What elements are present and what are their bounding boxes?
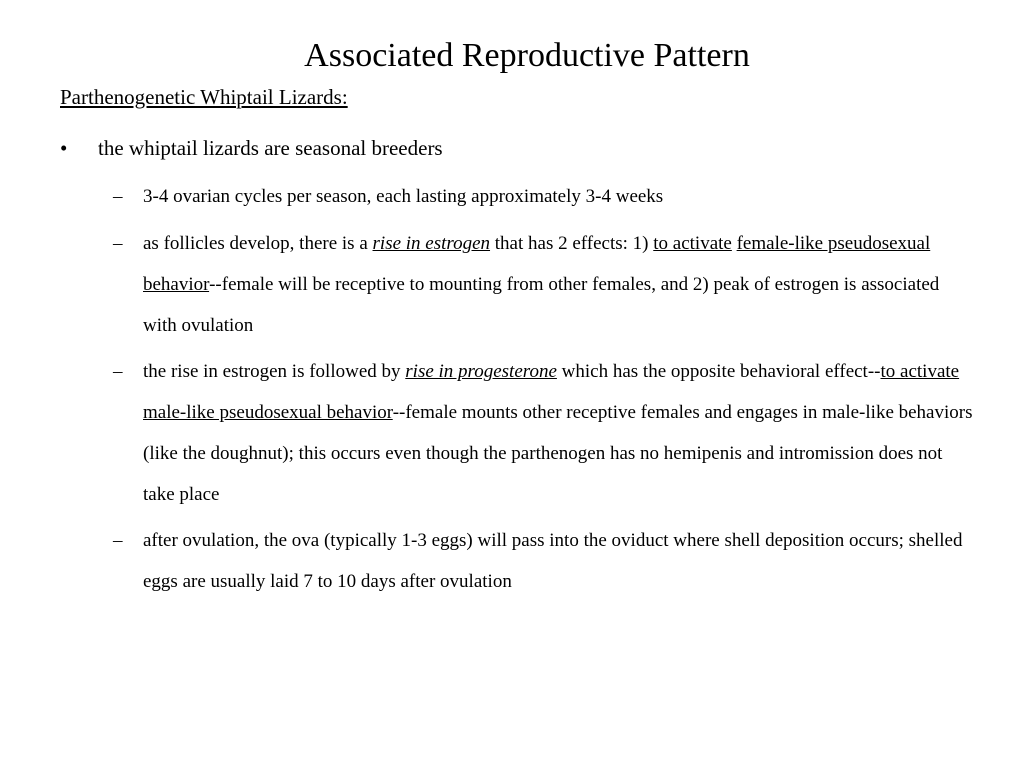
sub-item-estrogen xyxy=(113,223,973,346)
sub-item-text xyxy=(143,351,973,515)
underline-male-like-behavior: to activate male-like pseudosexual behavior xyxy=(143,361,960,423)
underline-female-like-behavior: female-like pseudosexual behavior xyxy=(143,233,931,295)
sub-text-run: as follicles develop, there is a xyxy=(143,233,373,254)
emphasis-rise-in-progesterone: rise in progesterone xyxy=(405,361,557,382)
sub-text-run: which has the opposite behavioral effect-- xyxy=(556,361,881,382)
sub-item-dash: – xyxy=(113,233,123,254)
sub-item-text xyxy=(143,223,973,346)
sub-item-ovarian-cycles xyxy=(113,176,973,217)
bullet-marker: • xyxy=(60,136,68,160)
sub-text-run: --female will be receptive to mounting from other females, and 2) peak of estrogen is associated with ovulation xyxy=(143,274,940,336)
sub-item-text: after ovulation, the ova (typically 1-3 eggs) will pass into the oviduct where shell deposition occurs; shelled eggs are usually laid 7 to 10 days after ovulation xyxy=(143,530,963,592)
slide-title: Associated Reproductive Pattern xyxy=(304,37,750,74)
sub-item-dash: – xyxy=(113,361,123,382)
emphasis-rise-in-estrogen: rise in estrogen xyxy=(372,233,491,254)
sub-item-dash: – xyxy=(113,186,123,207)
sub-text-run: the rise in estrogen is followed by xyxy=(143,361,406,382)
underline-to-activate: to activate xyxy=(653,233,732,254)
slide-subtitle: Parthenogenetic Whiptail Lizards: xyxy=(60,85,348,109)
sub-item-dash: – xyxy=(113,530,123,551)
sub-text-run: that has 2 effects: 1) xyxy=(490,233,654,254)
bullet-text: the whiptail lizards are seasonal breeders xyxy=(98,136,443,160)
sub-item-text: 3-4 ovarian cycles per season, each lasting approximately 3-4 weeks xyxy=(143,186,664,207)
sub-text-run: --female mounts other receptive females and engages in male-like behaviors (like the doughnut); this occurs even though the parthenogen has no hemipenis and intromission does not take place xyxy=(143,402,973,505)
sub-item-ovulation xyxy=(113,520,973,602)
sub-item-progesterone xyxy=(113,351,973,515)
